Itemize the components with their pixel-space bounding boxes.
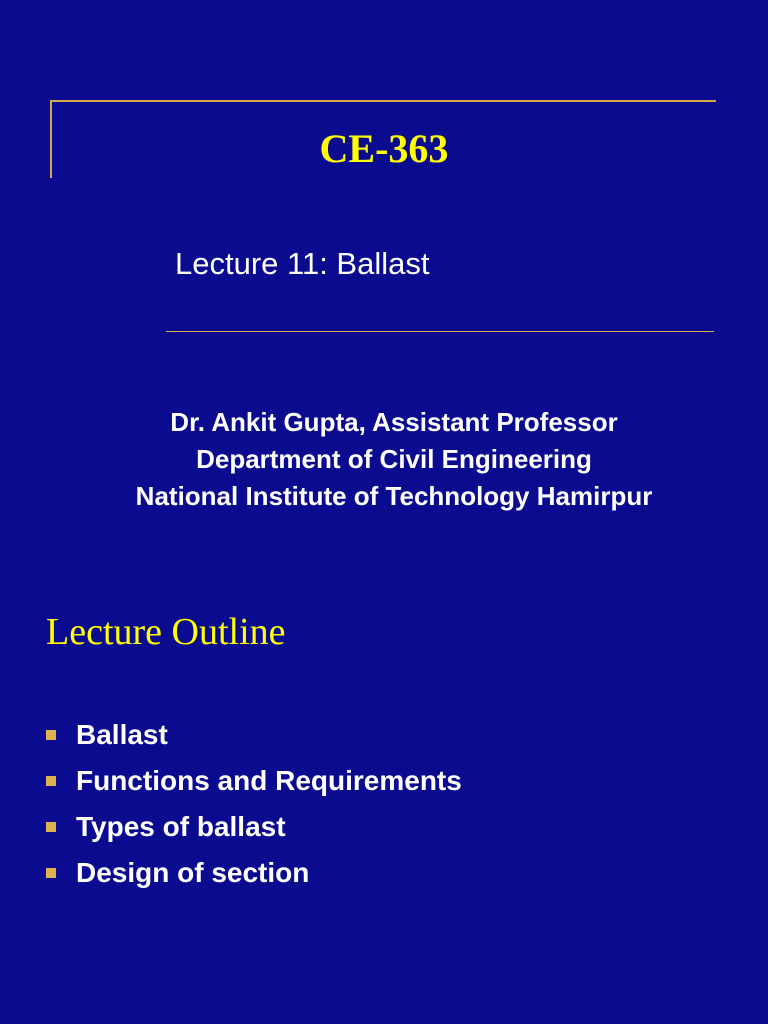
outline-item-label: Design of section bbox=[76, 857, 310, 888]
square-bullet-icon bbox=[46, 868, 56, 878]
subtitle-divider bbox=[166, 331, 714, 332]
author-block bbox=[0, 404, 768, 515]
author-institute-line: National Institute of Technology Hamirpur bbox=[135, 481, 653, 511]
square-bullet-icon bbox=[46, 822, 56, 832]
outline-item-label: Functions and Requirements bbox=[76, 765, 462, 796]
square-bullet-icon bbox=[46, 776, 56, 786]
square-bullet-icon bbox=[46, 730, 56, 740]
outline-item-label: Ballast bbox=[76, 719, 168, 750]
title-frame-top-rule bbox=[51, 100, 716, 102]
course-code-title: CE-363 bbox=[319, 126, 449, 171]
outline-item-label: Types of ballast bbox=[76, 811, 286, 842]
lecture-title: Lecture 11: Ballast bbox=[175, 246, 430, 281]
author-name-line: Dr. Ankit Gupta, Assistant Professor bbox=[170, 407, 618, 437]
outline-heading: Lecture Outline bbox=[46, 611, 286, 653]
author-department-line: Department of Civil Engineering bbox=[196, 444, 592, 474]
